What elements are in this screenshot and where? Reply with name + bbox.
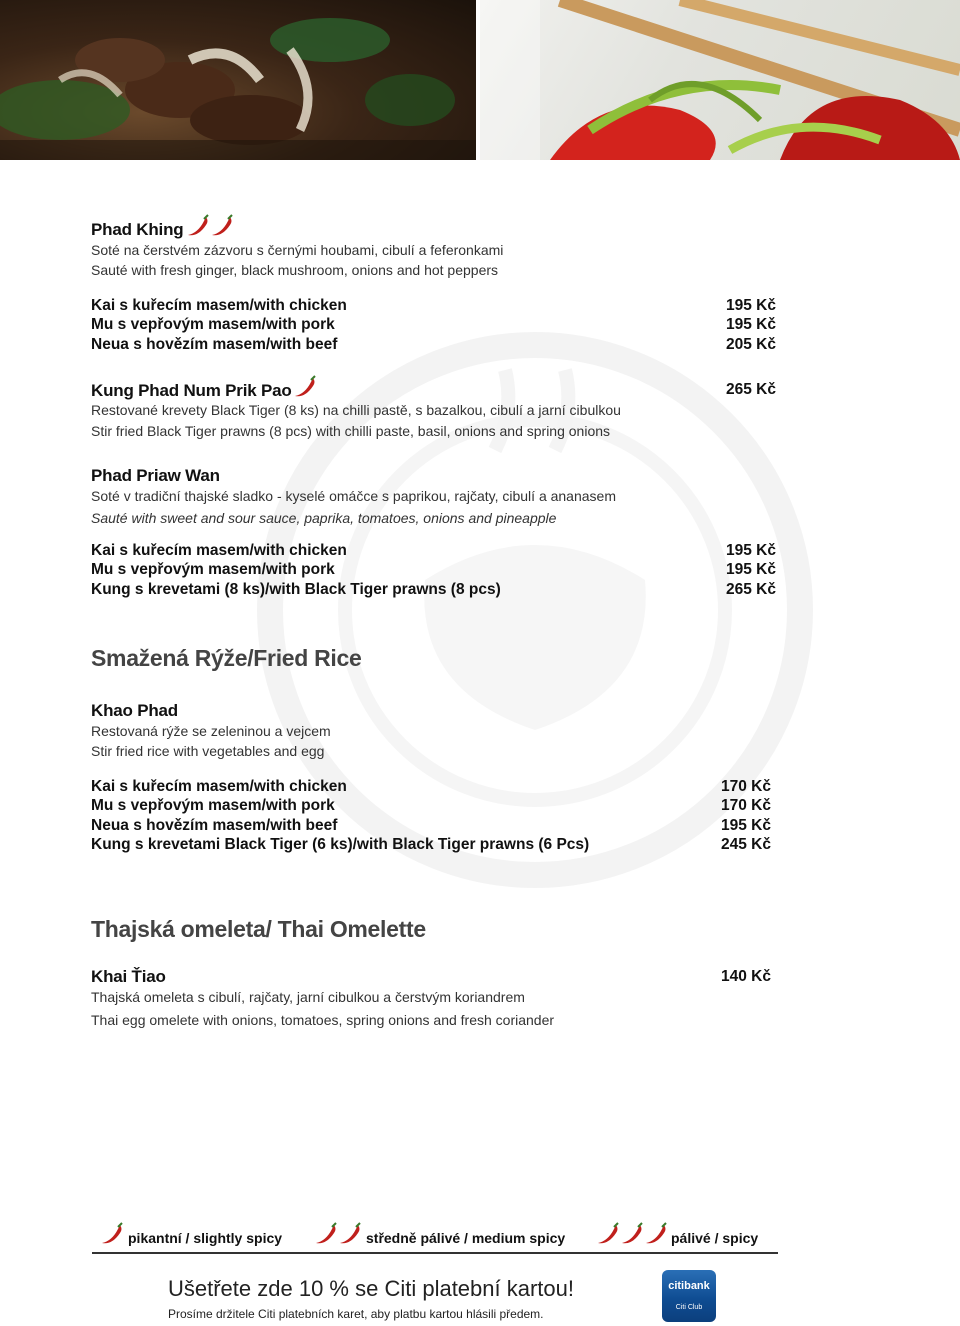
dish-name-kung-phad: Kung Phad Num Prik Pao xyxy=(91,381,292,400)
vegetable-stir-fry-photo xyxy=(480,0,960,160)
beef-stir-fry-photo xyxy=(0,0,476,160)
dish-desc-en: Stir fried Black Tiger prawns (8 pcs) with chilli paste, basil, onions and spring onions xyxy=(91,423,611,439)
citibank-logo-text: citibank xyxy=(668,1280,710,1292)
chili-icon xyxy=(186,213,234,239)
menu-item-price: 205 Kč xyxy=(726,336,776,353)
citi-club-text: Citi Club xyxy=(675,1304,703,1311)
beef-stir-fry-illustration xyxy=(0,0,476,160)
section-title-fried-rice: Smažená Rýže/Fried Rice xyxy=(91,645,362,671)
menu-item-price: 170 Kč xyxy=(721,778,771,795)
menu-item-label: Neua s hovězím masem/with beef xyxy=(91,336,338,353)
menu-item-price: 195 Kč xyxy=(726,561,776,578)
menu-item-price: 195 Kč xyxy=(721,817,771,834)
vegetable-stir-fry-illustration xyxy=(480,0,960,160)
dish-desc-cz: Soté v tradiční thajské sladko - kyselé omáčce s paprikou, rajčaty, cibulí a ananasem xyxy=(91,488,616,504)
menu-item-label: Mu s vepřovým masem/with pork xyxy=(91,316,335,333)
citi-note-text: Prosíme držitele Citi platebních karet, aby platbu kartou hlásili předem. xyxy=(168,1307,544,1321)
chili-icon xyxy=(100,1221,124,1247)
menu-item-price: 265 Kč xyxy=(726,581,776,598)
dish-desc-cz: Restované krevety Black Tiger (8 ks) na chilli pastě, s bazalkou, cibulí a jarní cibulkou xyxy=(91,402,621,418)
citibank-card-logo xyxy=(662,1270,716,1322)
menu-item-label: Kung s krevetami Black Tiger (6 ks)/with Black Tiger prawns (6 Pcs) xyxy=(91,836,590,853)
menu-item-price: 170 Kč xyxy=(721,797,771,814)
menu-item-price: 245 Kč xyxy=(721,836,771,853)
menu-item-price: 265 Kč xyxy=(726,381,776,398)
dish-desc-en: Sauté with fresh ginger, black mushroom, onions and hot peppers xyxy=(91,262,499,278)
chili-icon xyxy=(314,1221,362,1247)
dish-desc-en: Sauté with sweet and sour sauce, paprika, tomatoes, onions and pineapple xyxy=(91,510,557,526)
menu-item-price: 195 Kč xyxy=(726,542,776,559)
dish-name-phad-khing: Phad Khing xyxy=(91,220,184,239)
dish-desc-en: Thai egg omelete with onions, tomatoes, spring onions and fresh coriander xyxy=(91,1012,555,1028)
chili-icon xyxy=(596,1221,668,1247)
menu-item-price: 195 Kč xyxy=(726,297,776,314)
dish-desc-cz: Restovaná rýže se zeleninou a vejcem xyxy=(91,723,331,739)
dish-name-khai-tiao: Khai Ťiao xyxy=(91,967,166,986)
header-photos xyxy=(0,0,960,160)
chili-icon xyxy=(293,374,317,400)
menu-item-label: Kung s krevetami (8 ks)/with Black Tiger prawns (8 pcs) xyxy=(91,581,501,598)
section-title-omelette: Thajská omeleta/ Thai Omelette xyxy=(91,916,426,942)
dish-desc-cz: Soté na čerstvém zázvoru s černými houbami, cibulí a feferonkami xyxy=(91,242,504,258)
dish-name-phad-priaw-wan: Phad Priaw Wan xyxy=(91,466,220,485)
legend-medium-spicy: středně pálivé / medium spicy xyxy=(366,1230,566,1246)
citi-promo-text: Ušetřete zde 10 % se Citi platební kartou! xyxy=(168,1276,574,1301)
menu-item-label: Mu s vepřovým masem/with pork xyxy=(91,561,335,578)
legend-spicy: pálivé / spicy xyxy=(671,1230,759,1246)
menu-item-price: 140 Kč xyxy=(721,968,771,985)
menu-item-label: Kai s kuřecím masem/with chicken xyxy=(91,778,347,795)
dish-name-khao-phad: Khao Phad xyxy=(91,701,178,720)
legend-slightly-spicy: pikantní / slightly spicy xyxy=(128,1230,283,1246)
menu-item-label: Mu s vepřovým masem/with pork xyxy=(91,797,335,814)
dish-desc-cz: Thajská omeleta s cibulí, rajčaty, jarní cibulkou a čerstvým koriandrem xyxy=(91,989,525,1005)
legend-divider xyxy=(92,1252,778,1254)
menu-item-price: 195 Kč xyxy=(726,316,776,333)
menu-item-label: Kai s kuřecím masem/with chicken xyxy=(91,297,347,314)
dish-desc-en: Stir fried rice with vegetables and egg xyxy=(91,743,325,759)
menu-item-label: Neua s hovězím masem/with beef xyxy=(91,817,338,834)
menu-item-label: Kai s kuřecím masem/with chicken xyxy=(91,542,347,559)
